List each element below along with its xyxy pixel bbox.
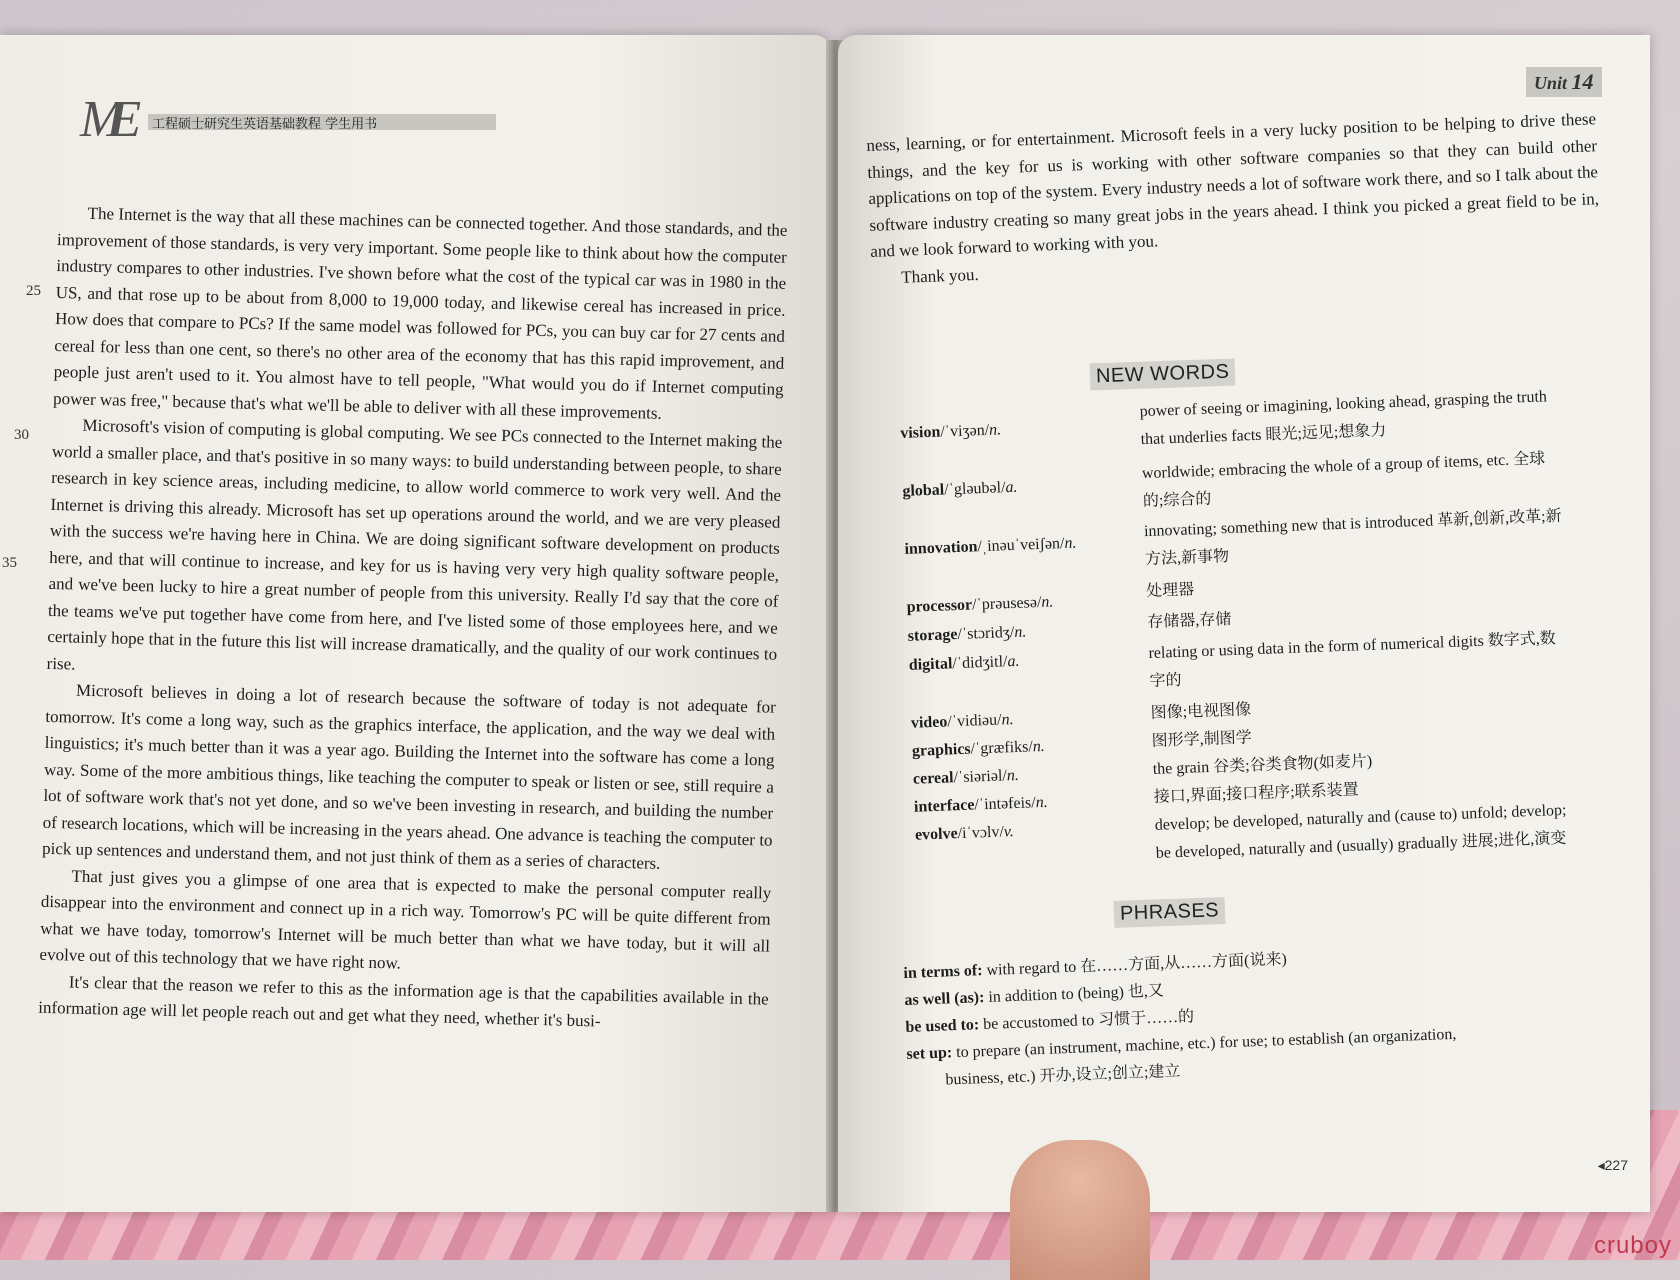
paragraph: Microsoft believes in doing a lot of research because the software of today is not adequate for tomorrow. It's come a long way, such as the graphics interface, the application, and the way we deal with linguistics; it's much better than it was a year ago. Building the Internet into the software has come a long way. Some of the more ambitious things, like teaching the computer to speak or listen or see, still require a lot of software work that's not yet done, and so we've been investing in research, and building the number of research locations, which will be increasing in the years ahead. One advance is teaching the computer to pick up sentences and understand them, and not just think of them as a series of characters. [41, 680, 777, 873]
word-definition: 处理器 [1145, 581, 1195, 601]
unit-word: Unit [1534, 73, 1568, 93]
phrase-entry: set up: to prepare (an instrument, machine, etc.) for use; to establish (an organization, [906, 1025, 1457, 1063]
word-term: storage/ˈstɔridʒ/n. [907, 623, 1027, 645]
word-entry [900, 388, 1600, 449]
right-body-text [866, 106, 1601, 292]
word-definition: relating or using data in the form of numerical digits 数字式,数字的 [1148, 630, 1557, 691]
line-number: 35 [2, 555, 17, 571]
unit-number: 14 [1571, 69, 1594, 94]
header-title: 工程硕士研究生英语基础教程 学生用书 [152, 117, 378, 132]
word-term: global/ˈgləubəl/a. [902, 478, 1018, 500]
word-term: evolve/iˈvɔlv/v. [914, 823, 1015, 844]
new-words-title: NEW WORDS [1090, 358, 1236, 390]
phrase-entry: in terms of: with regard to 在……方面,从……方面(说来) [903, 950, 1288, 982]
word-definition: innovating; something new that is introduced 革新,创新,改革;新方法,新事物 [1143, 507, 1562, 569]
word-definition: develop; be developed, naturally and (cause to) unfold; develop; be developed, naturally and (usually) gradually 进展;进化,演变 [1154, 801, 1567, 862]
paragraph: It's clear that the reason we refer to this as the information age is that the capabilities available in the information age will let people reach out and get what they need, whether it's busi- [38, 972, 769, 1031]
phrase-continuation: business, etc.) 开办,设立;创立;建立 [945, 1062, 1181, 1089]
word-definition: 存储器,存储 [1147, 610, 1232, 632]
right-page [838, 35, 1650, 1212]
word-term: processor/ˈprəusesə/n. [906, 593, 1054, 616]
phrases-list [903, 934, 1607, 1095]
me-logo: ME [80, 91, 128, 148]
left-page [0, 35, 832, 1212]
phrase-entry: be used to: be accustomed to 习惯于……的 [905, 1008, 1195, 1036]
paragraph: That just gives you a glimpse of one area that is expected to make the personal computer really disappear into the environment and connect up in a rich way. Tomorrow's PC will be quite different from what we have today, tomorrow's Internet will be much better than what we have today, but it will all evolve out of this technology that we have right now. [39, 866, 772, 973]
word-entry [906, 573, 1606, 616]
paragraph: Thank you. [900, 264, 980, 287]
thumb [1010, 1140, 1150, 1280]
word-definition: worldwide; embracing the whole of a group of items, etc. 全球的;综合的 [1141, 450, 1546, 511]
page-number: ◂227 [1597, 1157, 1628, 1173]
word-definition: 接口,界面;接口程序;联系装置 [1153, 781, 1359, 806]
word-definition: 图形学,制图学 [1151, 729, 1253, 750]
word-term: innovation/ˌinəuˈveiʃən/n. [904, 534, 1077, 558]
phrases-title: PHRASES [1114, 897, 1226, 928]
word-entry [902, 450, 1602, 511]
word-term: vision/ˈviʒən/n. [900, 421, 1002, 442]
word-definition: 图像;电视图像 [1150, 701, 1252, 722]
word-term: interface/ˈintəfeis/n. [913, 793, 1048, 816]
word-definition: power of seeing or imagining, looking ahead, grasping the truth that underlies facts 眼光;远见;想象力 [1139, 388, 1548, 449]
watermark: cruboy [1593, 1232, 1672, 1259]
word-entry [910, 689, 1611, 732]
paragraph: The Internet is the way that all these machines can be connected together. And those standards, and the improvement of those standards, is very very important. Some people like to think about how the computer industry compares to other industries. I've shown before what the cost of the typical car was in 1980 in the US, and that rose up to be about from 8,000 to 19,000 today, and likewise cereal has increased in price. How does that compare to PCs? If the same model was followed for PCs, you can buy car for 27 cents and cereal for less than one cent, so there's no other area of the economy that has this rapid improvement, and people just aren't used to it. You almost have to tell people, "What would you do if Internet computing power was free," because that's what we'll be able to deliver with all these improvements. [52, 203, 788, 423]
word-term: graphics/ˈgræfiks/n. [911, 737, 1046, 760]
word-term: digital/ˈdidʒitl/a. [908, 652, 1020, 674]
word-entry [904, 507, 1604, 569]
word-term: video/ˈvidiəu/n. [910, 711, 1014, 732]
word-definition: the grain 谷类;谷类食物(如麦片) [1152, 752, 1373, 778]
phrase-entry: as well (as): in addition to (being) 也,又 [904, 982, 1165, 1009]
line-number: 25 [26, 283, 41, 299]
left-body-text [38, 200, 788, 1039]
new-words-list [900, 388, 1600, 862]
paragraph: ness, learning, or for entertainment. Microsoft feels in a very lucky position to be helping to drive these things, and the key for us is working with other software companies so that they can build other applications on top of the system. Every industry needs a lot of software work there, and so I talk about the software industry creating so many great jobs in the years ahead. I think you picked a great field to be in, and we look forward to working with you. [866, 109, 1600, 261]
line-number: 30 [14, 427, 29, 443]
unit-label [1526, 67, 1602, 97]
word-term: cereal/ˈsiəriəl/n. [912, 766, 1020, 788]
paragraph: Microsoft's vision of computing is global computing. We see PCs connected to the Internet making the world a smaller place, and that's positive in so many ways: to build understanding between people, to share research in key science areas, including medicine, to allow world commerce to work very well. And the Internet is driving this already. Microsoft has set up operations around the world, and we are very pleased with the success we're having here in China. We are doing significant software development on products here, and that will continue to increase, and key for us is having very very high quality software people, and we've been lucky to hire a great number of people from this university. Really I'd say that the core of the teams we've put together have come from here, and I've listed some of those employees here, and we certainly hope that in the future this list will increase dramatically, and the quality of our work continues to rise. [46, 415, 783, 674]
